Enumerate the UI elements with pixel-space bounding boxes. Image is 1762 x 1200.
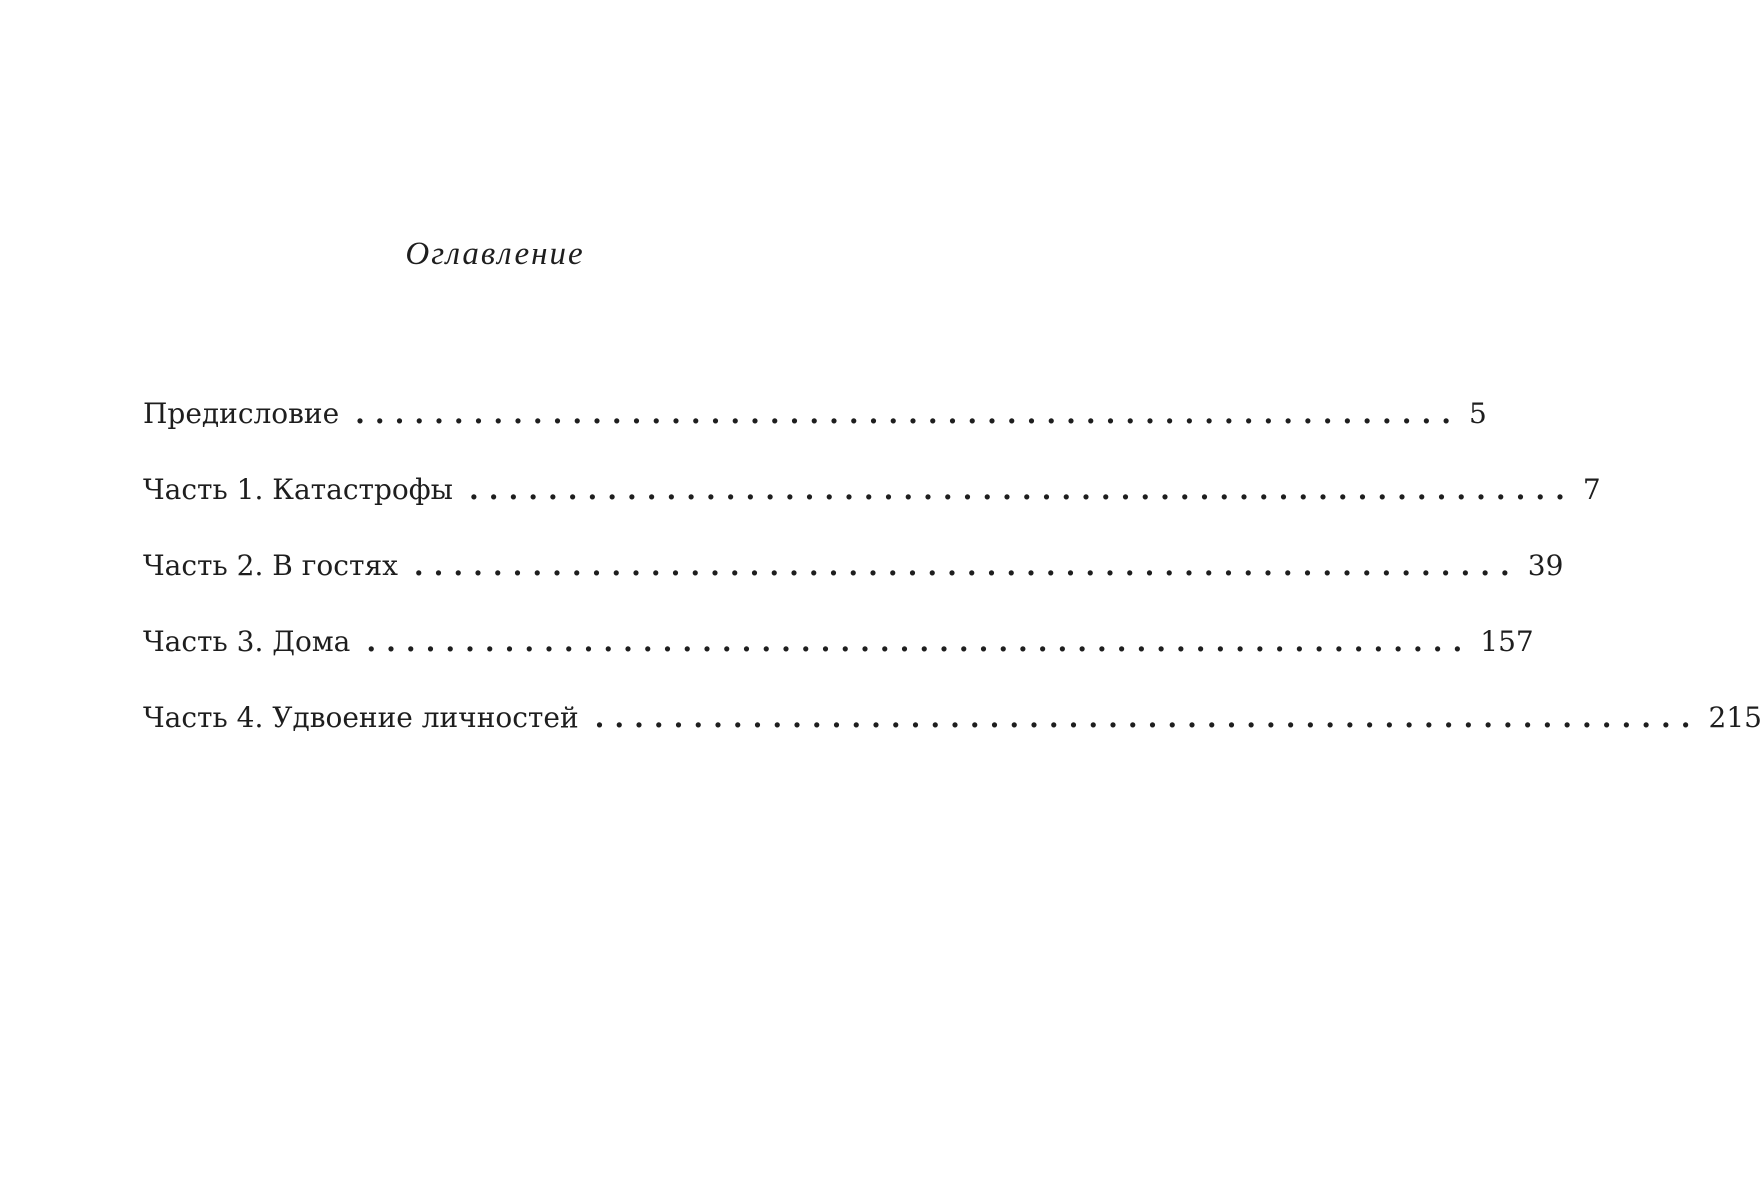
toc-title: Оглавление bbox=[405, 236, 585, 272]
toc-entry-part-1 bbox=[143, 466, 1601, 542]
toc-entry-part-2 bbox=[143, 542, 1564, 618]
toc-entry-label: Часть 4. Удвоение личностей bbox=[143, 701, 579, 734]
toc-entry-page-number: 5 bbox=[1469, 397, 1487, 430]
toc-entry-label: Часть 3. Дома bbox=[143, 625, 351, 658]
toc-entry-part-4 bbox=[143, 694, 1762, 770]
toc-entry-page-number: 215 bbox=[1708, 701, 1762, 734]
toc-entry-label: Часть 2. В гостях bbox=[143, 549, 398, 582]
toc-entry-page-number: 157 bbox=[1480, 625, 1534, 658]
toc-dot-leader: ........................................................ bbox=[413, 549, 1520, 582]
toc-entry-page-number: 39 bbox=[1527, 549, 1564, 582]
toc-entry-preface bbox=[143, 390, 1487, 466]
toc-entry-label: Часть 1. Катастрофы bbox=[143, 473, 453, 506]
toc-dot-leader: ........................................................ bbox=[355, 397, 1462, 430]
toc-entry-label: Предисловие bbox=[143, 397, 340, 430]
toc-dot-leader: ........................................................ bbox=[594, 701, 1701, 734]
toc-entry-part-3 bbox=[143, 618, 1534, 694]
toc-list bbox=[143, 390, 1762, 770]
toc-dot-leader: ........................................................ bbox=[366, 625, 1473, 658]
toc-entry-page-number: 7 bbox=[1582, 473, 1601, 506]
toc-dot-leader: ........................................................ bbox=[468, 473, 1575, 506]
